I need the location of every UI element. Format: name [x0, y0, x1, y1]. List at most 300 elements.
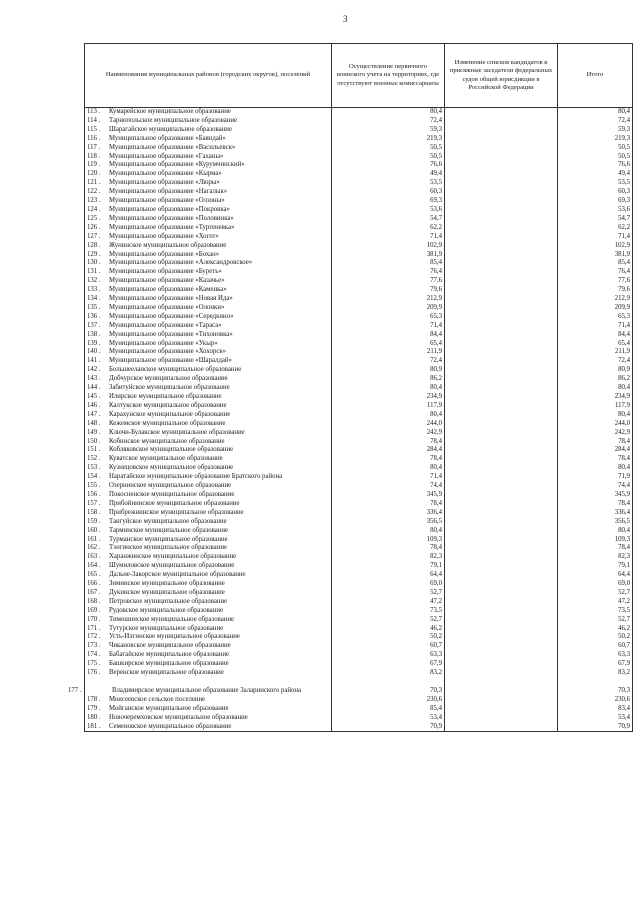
table-row: [85, 144, 633, 153]
row-juror-value: [445, 108, 558, 117]
row-juror-value: [445, 251, 558, 260]
row-total: 79,1: [558, 562, 633, 571]
table-row: [85, 429, 633, 438]
row-military-value: 70,3: [332, 678, 445, 696]
row-name-cell: [85, 188, 332, 197]
table-row: [85, 224, 633, 233]
row-number: 129 .: [87, 250, 101, 258]
row-juror-value: [445, 705, 558, 714]
row-juror-value: [445, 322, 558, 331]
row-juror-value: [445, 233, 558, 242]
row-military-value: 284,4: [332, 446, 445, 455]
row-name-cell: [85, 429, 332, 438]
table-row: [85, 153, 633, 162]
row-number: 114 .: [87, 116, 101, 124]
row-name-cell: [85, 206, 332, 215]
row-name-cell: [85, 117, 332, 126]
row-juror-value: [445, 366, 558, 375]
row-name: Рудовское муниципальное образование: [109, 606, 223, 614]
row-juror-value: [445, 527, 558, 536]
row-total: 219,3: [558, 135, 633, 144]
row-military-value: 356,5: [332, 518, 445, 527]
row-total: 53,5: [558, 179, 633, 188]
row-name: Муниципальное образование «Покровка»: [109, 205, 230, 213]
row-name-cell: [85, 348, 332, 357]
budget-table: [68, 43, 633, 732]
row-total: 52,7: [558, 589, 633, 598]
row-military-value: 59,3: [332, 126, 445, 135]
row-juror-value: [445, 491, 558, 500]
table-row: [85, 304, 633, 313]
row-name-cell: [85, 144, 332, 153]
row-name: Кумарейское муниципальное образование: [109, 108, 231, 115]
row-number: 138 .: [87, 330, 101, 338]
row-military-value: 70,9: [332, 723, 445, 732]
row-name: Озернинское муниципальное образование: [109, 482, 232, 490]
row-name-cell: [85, 482, 332, 491]
row-number: 176 .: [87, 669, 101, 677]
row-juror-value: [445, 161, 558, 170]
row-military-value: 242,9: [332, 429, 445, 438]
row-military-value: 79,6: [332, 286, 445, 295]
row-name: Муниципальное образование «Хогот»: [109, 232, 219, 240]
row-number: 153 .: [87, 464, 101, 472]
row-juror-value: [445, 117, 558, 126]
row-military-value: 64,4: [332, 571, 445, 580]
row-number: 142 .: [87, 366, 101, 374]
row-name-cell: [85, 651, 332, 660]
row-total: 69,0: [558, 580, 633, 589]
table-row: [85, 197, 633, 206]
row-military-value: 117,9: [332, 402, 445, 411]
row-name: Муниципальное образование «Тараса»: [109, 321, 222, 329]
row-juror-value: [445, 153, 558, 162]
row-number: 166 .: [87, 580, 101, 588]
row-total: 78,4: [558, 500, 633, 509]
row-name-cell: [85, 553, 332, 562]
row-number: 148 .: [87, 419, 101, 427]
row-name: Большееланское муниципальное образование: [109, 366, 242, 374]
row-total: 284,4: [558, 446, 633, 455]
row-juror-value: [445, 553, 558, 562]
row-military-value: 50,5: [332, 144, 445, 153]
row-name: Кежемское муниципальное образование: [109, 419, 226, 427]
table-row: [85, 161, 633, 170]
table-row: [85, 233, 633, 242]
row-number: 113 .: [87, 108, 101, 115]
row-military-value: 69,3: [332, 197, 445, 206]
table-row: [85, 518, 633, 527]
table-row: [85, 455, 633, 464]
row-juror-value: [445, 420, 558, 429]
row-name-cell: [85, 259, 332, 268]
row-name-cell: [85, 446, 332, 455]
row-number: 150 .: [87, 437, 101, 445]
row-number: 144 .: [87, 384, 101, 392]
row-juror-value: [445, 642, 558, 651]
row-number: 174 .: [87, 651, 101, 659]
row-military-value: 80,4: [332, 464, 445, 473]
table-row: [85, 571, 633, 580]
row-number: 159 .: [87, 517, 101, 525]
row-name-cell: [85, 544, 332, 553]
row-name-cell: [85, 420, 332, 429]
row-number: 158 .: [87, 508, 101, 516]
row-total: 78,4: [558, 438, 633, 447]
row-name-cell: [85, 669, 332, 678]
row-number: 175 .: [87, 660, 101, 668]
table-row: [85, 340, 633, 349]
row-name-cell: [85, 402, 332, 411]
row-military-value: 65,4: [332, 340, 445, 349]
row-juror-value: [445, 589, 558, 598]
row-name-cell: [85, 277, 332, 286]
row-name: Карахунское муниципальное образование: [109, 410, 231, 418]
row-total: 83,2: [558, 669, 633, 678]
row-name-cell: [85, 705, 332, 714]
row-military-value: 80,9: [332, 366, 445, 375]
row-number: 152 .: [87, 455, 101, 463]
row-name-cell: [85, 322, 332, 331]
row-total: 72,4: [558, 357, 633, 366]
row-name-cell: [85, 197, 332, 206]
row-name: Шумиловское муниципальное образование: [109, 562, 235, 570]
row-name: Турманское муниципальное образование: [109, 535, 228, 543]
row-military-value: 46,2: [332, 625, 445, 634]
row-name: Муниципальное образование «Люры»: [109, 179, 220, 187]
row-name-cell: [85, 135, 332, 144]
row-number: 181 .: [87, 722, 101, 730]
row-total: 102,9: [558, 242, 633, 251]
row-name: Кобинское муниципальное образование: [109, 437, 225, 445]
row-number: 137 .: [87, 321, 101, 329]
row-juror-value: [445, 669, 558, 678]
row-name-cell: [85, 509, 332, 518]
row-juror-value: [445, 438, 558, 447]
row-military-value: 71,4: [332, 473, 445, 482]
row-juror-value: [445, 179, 558, 188]
table-row: [85, 598, 633, 607]
row-juror-value: [445, 259, 558, 268]
table-row: [85, 714, 633, 723]
row-name: Тангуйское муниципальное образование: [109, 517, 227, 525]
table-row: [85, 126, 633, 135]
row-name: Наратайское муниципальное образование Братского района: [109, 473, 283, 481]
row-name: Илирское муниципальное образование: [109, 393, 222, 400]
row-total: 336,4: [558, 509, 633, 518]
row-juror-value: [445, 313, 558, 322]
row-name: Усть-Илгинское муниципальное образование: [109, 633, 240, 641]
row-total: 53,4: [558, 714, 633, 723]
row-total: 211,9: [558, 348, 633, 357]
row-name: Башкирское муниципальное образование: [109, 660, 229, 668]
row-total: 109,3: [558, 536, 633, 545]
row-total: 67,9: [558, 660, 633, 669]
row-name: Муниципальное образование «Буреть»: [109, 268, 222, 276]
row-total: 73,5: [558, 607, 633, 616]
row-name-cell: [85, 696, 332, 705]
row-military-value: 49,4: [332, 170, 445, 179]
row-name-cell: [85, 304, 332, 313]
row-total: 50,2: [558, 633, 633, 642]
row-total: 78,4: [558, 544, 633, 553]
row-juror-value: [445, 625, 558, 634]
row-military-value: 77,6: [332, 277, 445, 286]
row-name-cell: [85, 384, 332, 393]
row-number: 122 .: [87, 188, 101, 196]
row-total: 242,9: [558, 429, 633, 438]
row-military-value: 80,4: [332, 108, 445, 117]
row-military-value: 50,2: [332, 633, 445, 642]
row-juror-value: [445, 678, 558, 696]
table-body: [68, 108, 633, 732]
row-military-value: 212,9: [332, 295, 445, 304]
row-juror-value: [445, 571, 558, 580]
row-juror-value: [445, 384, 558, 393]
row-number: 177 .: [68, 686, 82, 694]
row-name: Муниципальное образование «Шаралдай»: [109, 357, 232, 365]
row-name: Муниципальное образование «Тургеневка»: [109, 223, 235, 231]
row-name-cell: [85, 562, 332, 571]
row-total: 71,9: [558, 473, 633, 482]
row-number: 157 .: [87, 499, 101, 507]
row-military-value: 47,2: [332, 598, 445, 607]
table-row: [85, 660, 633, 669]
row-number: 154 .: [87, 473, 101, 481]
row-total: 72,4: [558, 117, 633, 126]
row-juror-value: [445, 446, 558, 455]
row-name-cell: [85, 438, 332, 447]
table-row: [85, 277, 633, 286]
table-row: [85, 206, 633, 215]
row-name: Веренское муниципальное образование: [109, 669, 224, 677]
row-military-value: 72,4: [332, 117, 445, 126]
row-total: 83,4: [558, 705, 633, 714]
row-number: 180 .: [87, 713, 101, 721]
row-name-cell: [85, 375, 332, 384]
row-name-cell: [85, 393, 332, 402]
row-name: Куватское муниципальное образование: [109, 455, 223, 463]
row-name: Мойганское муниципальное образование: [109, 704, 229, 712]
row-number: 149 .: [87, 428, 101, 436]
row-total: 62,2: [558, 224, 633, 233]
row-juror-value: [445, 607, 558, 616]
row-number: 178 .: [87, 695, 101, 703]
row-total: 381,9: [558, 251, 633, 260]
row-juror-value: [445, 357, 558, 366]
row-name: Муниципальное образование «Олонки»: [109, 303, 225, 311]
table-row: [85, 295, 633, 304]
row-name-cell: [85, 170, 332, 179]
table-row: [85, 669, 633, 678]
row-military-value: 73,5: [332, 607, 445, 616]
row-total: 74,4: [558, 482, 633, 491]
row-juror-value: [445, 348, 558, 357]
row-military-value: 76,4: [332, 268, 445, 277]
row-military-value: 84,4: [332, 331, 445, 340]
row-name: Шарагайское муниципальное образование: [109, 125, 232, 133]
row-total: 345,9: [558, 491, 633, 500]
row-total: 60,3: [558, 188, 633, 197]
header-name: Наименования муниципальных районов (городских округов), поселений: [85, 44, 332, 108]
row-military-value: 82,3: [332, 553, 445, 562]
row-name: Муниципальное образование «Васильевск»: [109, 143, 236, 151]
row-military-value: 78,4: [332, 544, 445, 553]
row-number: 134 .: [87, 295, 101, 303]
row-name: Муниципальное образование «Гаханы»: [109, 152, 224, 160]
row-total: 244,0: [558, 420, 633, 429]
row-juror-value: [445, 331, 558, 340]
row-name: Муниципальное образование «Тихоновка»: [109, 330, 233, 338]
row-name: Муниципальное образование «Укыр»: [109, 339, 218, 347]
row-name-cell: [85, 233, 332, 242]
row-name: Муниципальное образование «Александровское»: [109, 259, 253, 267]
row-name: Чикановское муниципальное образование: [109, 642, 231, 650]
row-total: 50,5: [558, 144, 633, 153]
row-total: 78,4: [558, 455, 633, 464]
row-number: 168 .: [87, 597, 101, 605]
row-name-cell: [85, 536, 332, 545]
row-military-value: 67,9: [332, 660, 445, 669]
table-row: [85, 651, 633, 660]
row-total: 76,4: [558, 268, 633, 277]
row-name-cell: [85, 464, 332, 473]
row-juror-value: [445, 580, 558, 589]
row-military-value: 72,4: [332, 357, 445, 366]
row-name-cell: [85, 331, 332, 340]
row-number: 145 .: [87, 393, 101, 400]
row-juror-value: [445, 340, 558, 349]
row-name: Ключи-Булакское муниципальное образование: [109, 428, 245, 436]
row-name: Семеновское муниципальное образование: [109, 722, 232, 730]
row-total: 77,6: [558, 277, 633, 286]
row-total: 80,4: [558, 411, 633, 420]
row-military-value: 79,1: [332, 562, 445, 571]
row-total: 65,4: [558, 340, 633, 349]
row-total: 82,3: [558, 553, 633, 562]
row-number: 130 .: [87, 259, 101, 267]
row-name: Калтукское муниципальное образование: [109, 401, 227, 409]
row-name-cell: [85, 153, 332, 162]
row-number: 155 .: [87, 482, 101, 490]
row-total: 50,5: [558, 153, 633, 162]
row-military-value: 109,3: [332, 536, 445, 545]
row-name: Покосненское муниципальное образование: [109, 490, 235, 498]
header-juror-lists: Изменение списков кандидатов в присяжные заседатели федеральных судов общей юрисдикции в Российской Федерации: [445, 44, 558, 108]
row-military-value: 62,2: [332, 224, 445, 233]
row-juror-value: [445, 473, 558, 482]
row-juror-value: [445, 188, 558, 197]
row-total: 65,3: [558, 313, 633, 322]
table-row: [85, 357, 633, 366]
table-row: [85, 411, 633, 420]
row-number: 140 .: [87, 348, 101, 356]
table-row: [85, 491, 633, 500]
table-row: [85, 215, 633, 224]
table-row: [85, 705, 633, 714]
row-name-cell: [85, 625, 332, 634]
row-name: Тарнопольское муниципальное образование: [109, 116, 238, 124]
row-name-cell: [85, 571, 332, 580]
row-number: 135 .: [87, 303, 101, 311]
row-juror-value: [445, 277, 558, 286]
row-military-value: 381,9: [332, 251, 445, 260]
row-name-cell: [68, 678, 332, 696]
row-total: 80,9: [558, 366, 633, 375]
table-row: [85, 446, 633, 455]
row-name-cell: [85, 518, 332, 527]
row-juror-value: [445, 455, 558, 464]
row-name-cell: [85, 607, 332, 616]
row-name-cell: [85, 161, 332, 170]
row-name: Муниципальное образование «Бохан»: [109, 250, 220, 258]
row-number: 169 .: [87, 606, 101, 614]
row-military-value: 78,4: [332, 500, 445, 509]
table-row: [85, 473, 633, 482]
row-name-cell: [85, 366, 332, 375]
row-military-value: 52,7: [332, 616, 445, 625]
row-name-cell: [85, 660, 332, 669]
row-juror-value: [445, 544, 558, 553]
table-row: [85, 179, 633, 188]
row-number: 146 .: [87, 401, 101, 409]
row-number: 117 .: [87, 143, 101, 151]
row-name: Тутурское муниципальное образование: [109, 624, 224, 632]
row-total: 76,6: [558, 161, 633, 170]
row-juror-value: [445, 429, 558, 438]
row-juror-value: [445, 375, 558, 384]
row-name: Муниципальное образование «Баяндай»: [109, 134, 226, 142]
row-juror-value: [445, 633, 558, 642]
row-total: 70,9: [558, 723, 633, 732]
row-total: 47,2: [558, 598, 633, 607]
row-juror-value: [445, 295, 558, 304]
row-military-value: 230,6: [332, 696, 445, 705]
row-name-cell: [85, 411, 332, 420]
row-number: 127 .: [87, 232, 101, 240]
row-juror-value: [445, 616, 558, 625]
row-number: 170 .: [87, 615, 101, 623]
table-row: [85, 135, 633, 144]
row-juror-value: [445, 304, 558, 313]
row-total: 356,5: [558, 518, 633, 527]
row-name: Муниципальное образование «Курумчинский»: [109, 161, 245, 169]
row-juror-value: [445, 215, 558, 224]
row-military-value: 102,9: [332, 242, 445, 251]
row-name-cell: [85, 616, 332, 625]
row-name-cell: [85, 251, 332, 260]
row-military-value: 85,4: [332, 705, 445, 714]
row-juror-value: [445, 144, 558, 153]
row-name-cell: [85, 723, 332, 732]
row-number: 161 .: [87, 535, 101, 543]
table-row: [85, 509, 633, 518]
row-total: 86,2: [558, 375, 633, 384]
row-number: 160 .: [87, 526, 101, 534]
row-name: Муниципальное образование «Новая Ида»: [109, 295, 233, 303]
row-number: 115 .: [87, 125, 101, 133]
table-row: [85, 633, 633, 642]
table-row: [85, 375, 633, 384]
header-total: Итого: [558, 44, 633, 108]
row-number: 131 .: [87, 268, 101, 276]
row-number: 116 .: [87, 134, 101, 142]
row-number: 124 .: [87, 205, 101, 213]
row-military-value: 63,3: [332, 651, 445, 660]
row-name-cell: [85, 268, 332, 277]
table-row: [85, 313, 633, 322]
row-name-cell: [85, 357, 332, 366]
